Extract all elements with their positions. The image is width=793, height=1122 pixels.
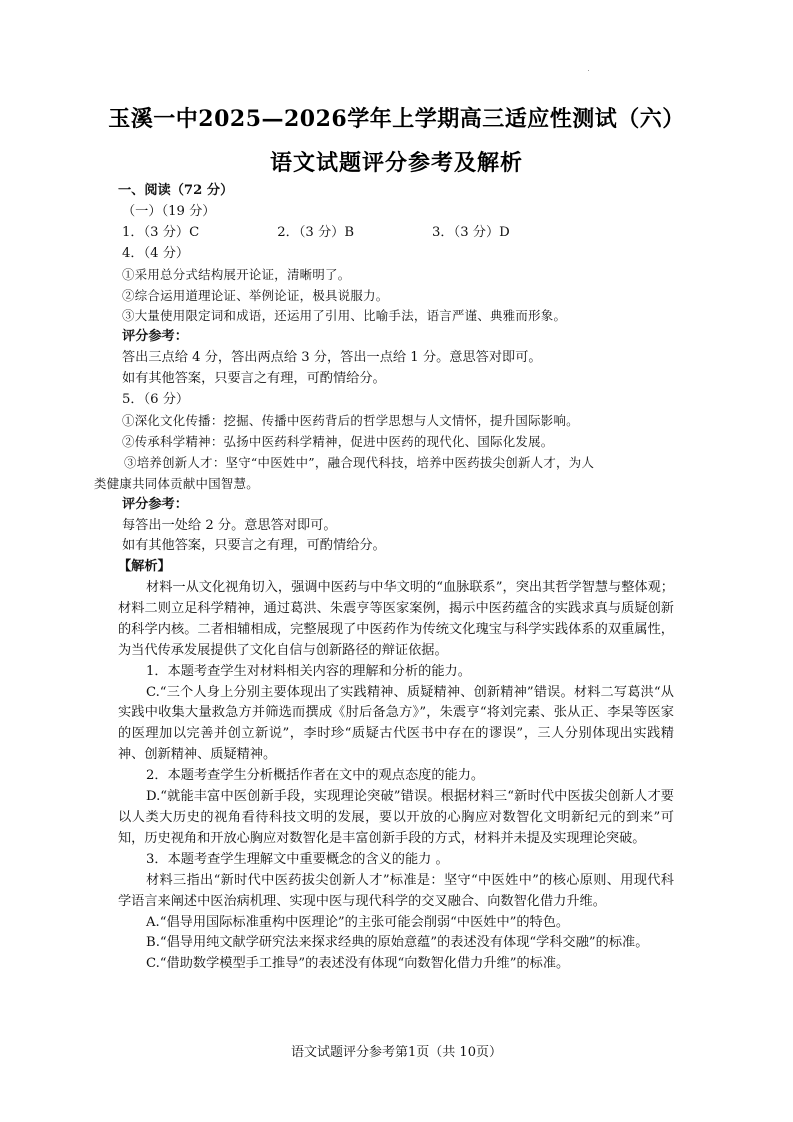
section-heading: 一、阅读（72 分） [118,183,234,198]
q5-score-line: 如有其他答案，只要言之有理，可酌情给分。 [122,538,386,554]
q3-option-b: B.“倡导用纯文献学研究法来探求经典的原始意蕴”的表述没有体现“学科交融”的标准。 [146,935,649,951]
q1-analysis-title: 1．本题考查学生对材料相关内容的理解和分析的能力。 [146,663,471,679]
mc-answers-row [118,223,678,244]
mc-answer-2: 2．（3 分）B [277,224,355,240]
q4-score-label: 评分参考： [122,329,188,345]
q3-analysis-body: 材料三指出“新时代中医药拔尖创新人才”标准是：坚守“中医姓中”的核心原则、用现代科学语言来阐述中医治病机理、实现中医与现代科学的交叉融合、向数智化借力升维。 [118,872,674,909]
q5-point-cont: 类健康共同体贡献中国智慧。 [94,475,259,491]
q4-label: 4．（4 分） [122,245,190,261]
analysis-body [118,578,674,975]
q3-option-c: C.“借助数学模型手工推导”的表述没有体现“向数智化借力升维”的标准。 [146,956,570,972]
q5-score-line: 每答出一处给 2 分。意思答对即可。 [122,517,337,533]
document-subtitle: 语文试题评分参考及解析 [269,150,523,176]
q1-analysis-body: C.“三个人身上分别主要体现出了实践精神、质疑精神、创新精神”错误。材料二写葛洪“从实践中收集大量救急方并筛选而撰成《肘后备急方》”，朱震亨“将刘完素、张从正、李杲等医家的医理加以完善并创立新说”，李时珍“质疑古代医书中存在的谬误”，三人分别体现出实践精神、创新精神、质疑精神。 [118,684,674,763]
page-footer: 语文试题评分参考第1页（共 10页） [291,1045,502,1060]
analysis-intro: 材料一从文化视角切入，强调中医药与中华文明的“血脉联系”，突出其哲学智慧与整体观；材料二则立足科学精神，通过葛洪、朱震亨等医家案例，揭示中医药蕴含的实践求真与质疑创新的科学内核。二者相辅相成，完整展现了中医药作为传统文化瑰宝与科学实践体系的双重属性，为当代传承发展提供了文化自信与创新路径的辩证依据。 [118,580,674,658]
q3-analysis-title: 3．本题考查学生理解文中重要概念的含义的能力 。 [146,851,449,867]
q4-point: ②综合运用道理论证、举例论证，极具说服力。 [122,287,389,303]
q4-score-line: 答出三点给 4 分，答出两点给 3 分，答出一点给 1 分。意思答对即可。 [122,350,542,366]
scan-speck [588,70,589,71]
q4-score-line: 如有其他答案，只要言之有理，可酌情给分。 [122,371,386,387]
q5-point: ③培养创新人才：坚守“中医姓中”，融合现代科技，培养中医药拔尖创新人才，为人 [124,454,595,470]
q2-analysis-title: 2．本题考查学生分析概括作者在文中的观点态度的能力。 [146,768,485,784]
q5-point: ②传承科学精神：弘扬中医药科学精神，促进中医药的现代化、国际化发展。 [122,433,554,449]
q3-option-a: A.“倡导用国际标准重构中医理论”的主张可能会削弱“中医姓中”的特色。 [146,914,570,930]
analysis-section [118,557,678,578]
q5-score-label: 评分参考： [122,496,188,512]
mc-answer-3: 3．（3 分）D [432,224,510,240]
q5-label: 5．（6 分） [122,392,190,408]
document-body [94,181,678,557]
q4-point: ①采用总分式结构展开论证，清晰明了。 [122,266,351,282]
subsection-heading: （一）（19 分） [122,203,216,219]
q2-analysis-body: D.“就能丰富中医创新手段，实现理论突破”错误。根据材料三“新时代中医拔尖创新人才要以人类大历史的视角看待科技文明的发展，要以开放的心胸应对数智化文明新纪元的到来”可知，历史视角和开放心胸应对数智化是丰富创新手段的方式，材料并未提及实现理论突破。 [118,789,674,846]
exam-title: 玉溪一中2025—2026学年上学期高三适应性测试（六） [108,106,685,132]
q4-point: ③大量使用限定词和成语，还运用了引用、比喻手法，语言严谨、典雅而形象。 [122,308,567,324]
analysis-heading: 【解析】 [118,559,171,574]
mc-answer-1: 1．（3 分）C [122,224,200,240]
q5-point: ①深化文化传播：挖掘、传播中医药背后的哲学思想与人文情怀，提升国际影响。 [122,412,579,428]
